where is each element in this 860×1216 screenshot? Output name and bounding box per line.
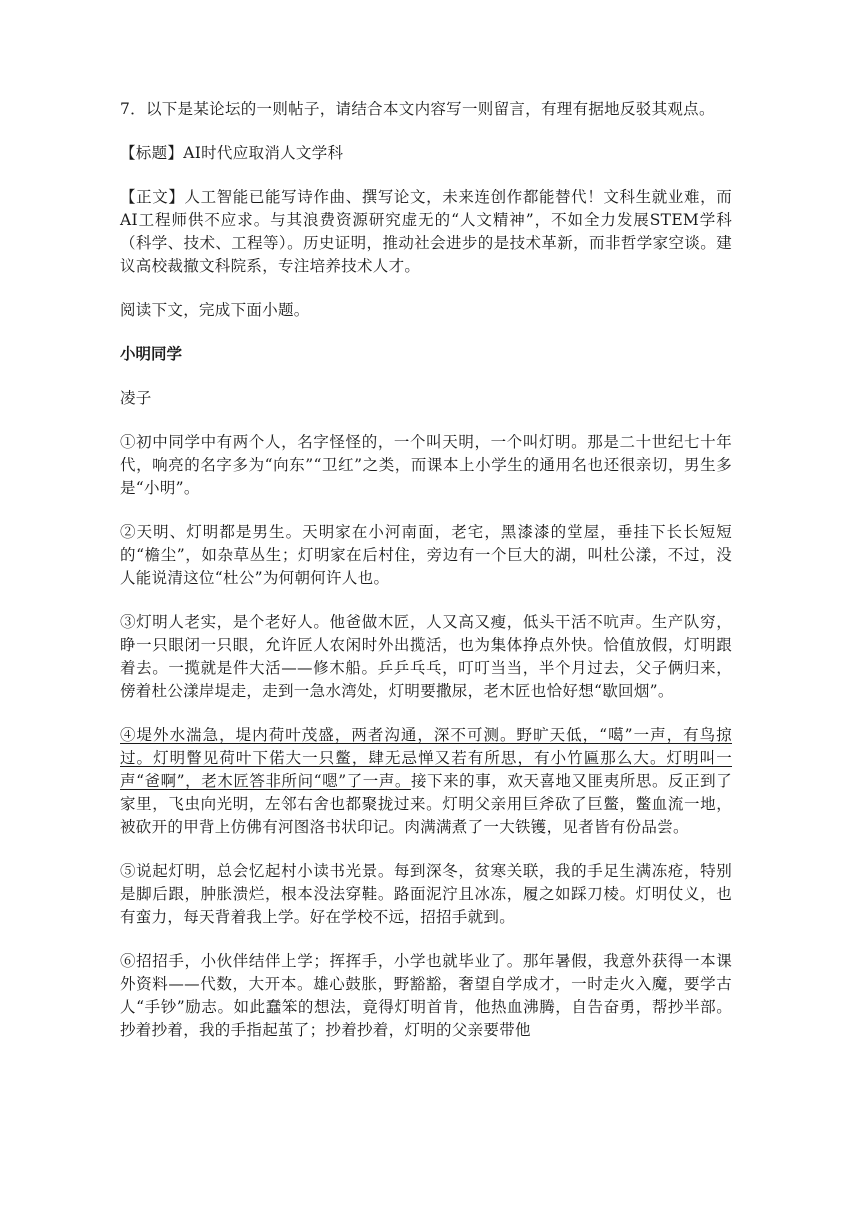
document-page	[120, 98, 732, 1063]
post-title: 【标题】AI时代应取消人文学科	[120, 144, 344, 162]
article-title: 小明同学	[120, 345, 183, 363]
paragraph-4-underlined-passage: ④堤外水湍急，堤内荷叶茂盛，两者沟通，深不可测。野旷天低，“噶”一声，有鸟掠过。灯明瞥见荷叶下偌大一只鳖，肆无忌惮又若有所思，有小竹匾那么大。灯明叫一声“爸啊”，老木匠答非所问“嗯”了一声。	[120, 726, 732, 790]
paragraph-4-rest: 接下来的事，欢天喜地又匪夷所思。反正到了家里，飞虫向光明，左邻右舍也都聚拢过来。灯明父亲用巨斧砍了巨鳖，鳖血流一地，被砍开的甲背上仿佛有河图洛书状印记。肉满满煮了一大铁镬，见者皆有份品尝。	[120, 772, 732, 836]
paragraph-4	[120, 724, 732, 839]
post-body: 【正文】人工智能已能写诗作曲、撰写论文，未来连创作都能替代！文科生就业难，而AI工程师供不应求。与其浪费资源研究虚无的“人文精神”，不如全力发展STEM学科（科学、技术、工程等）。历史证明，推动社会进步的是技术革新，而非哲学家空谈。建议高校裁撤文科院系，专注培养技术人才。	[120, 188, 732, 275]
paragraph-5: ⑤说起灯明，总会忆起村小读书光景。每到深冬，贫寒关联，我的手足生满冻疮，特别是脚后跟，肿胀溃烂，根本没法穿鞋。路面泥泞且冰冻，履之如踩刀棱。灯明仗义，也有蛮力，每天背着我上学。好在学校不远，招招手就到。	[120, 862, 732, 926]
reading-instruction: 阅读下文，完成下面小题。	[120, 301, 310, 319]
article-author: 凌子	[120, 389, 152, 407]
paragraph-3: ③灯明人老实，是个老好人。他爸做木匠，人又高又瘦，低头干活不吭声。生产队穷，睁一只眼闭一只眼，允许匠人农闲时外出揽活，也为集体挣点外快。恰值放假，灯明跟着去。一揽就是件大活——修木船。乒乒乓乓，叮叮当当，半个月过去，父子俩归来，傍着杜公漾岸堤走，走到一急水湾处，灯明要撒尿，老木匠也恰好想“歇回烟”。	[120, 613, 732, 700]
paragraph-6: ⑥招招手，小伙伴结伴上学；挥挥手，小学也就毕业了。那年暑假，我意外获得一本课外资料——代数，大开本。雄心鼓胀，野豁豁，奢望自学成才，一时走火入魔，要学古人“手钞”励志。如此蠢笨的想法，竟得灯明首肯，他热血沸腾，自告奋勇，帮抄半部。抄着抄着，我的手指起茧了；抄着抄着，灯明的父亲要带他	[120, 952, 732, 1039]
paragraph-2: ②天明、灯明都是男生。天明家在小河南面，老宅，黑漆漆的堂屋，垂挂下长长短短的“檐尘”，如杂草丛生；灯明家在后村住，旁边有一个巨大的湖，叫杜公漾，不过，没人能说清这位“杜公”为何朝何许人也。	[120, 523, 732, 587]
question-prompt: 7．以下是某论坛的一则帖子，请结合本文内容写一则留言，有理有据地反驳其观点。	[120, 100, 715, 118]
paragraph-1: ①初中同学中有两个人，名字怪怪的，一个叫天明，一个叫灯明。那是二十世纪七十年代，响亮的名字多为“向东”“卫红”之类，而课本上小学生的通用名也还很亲切，男生多是“小明”。	[120, 433, 732, 497]
